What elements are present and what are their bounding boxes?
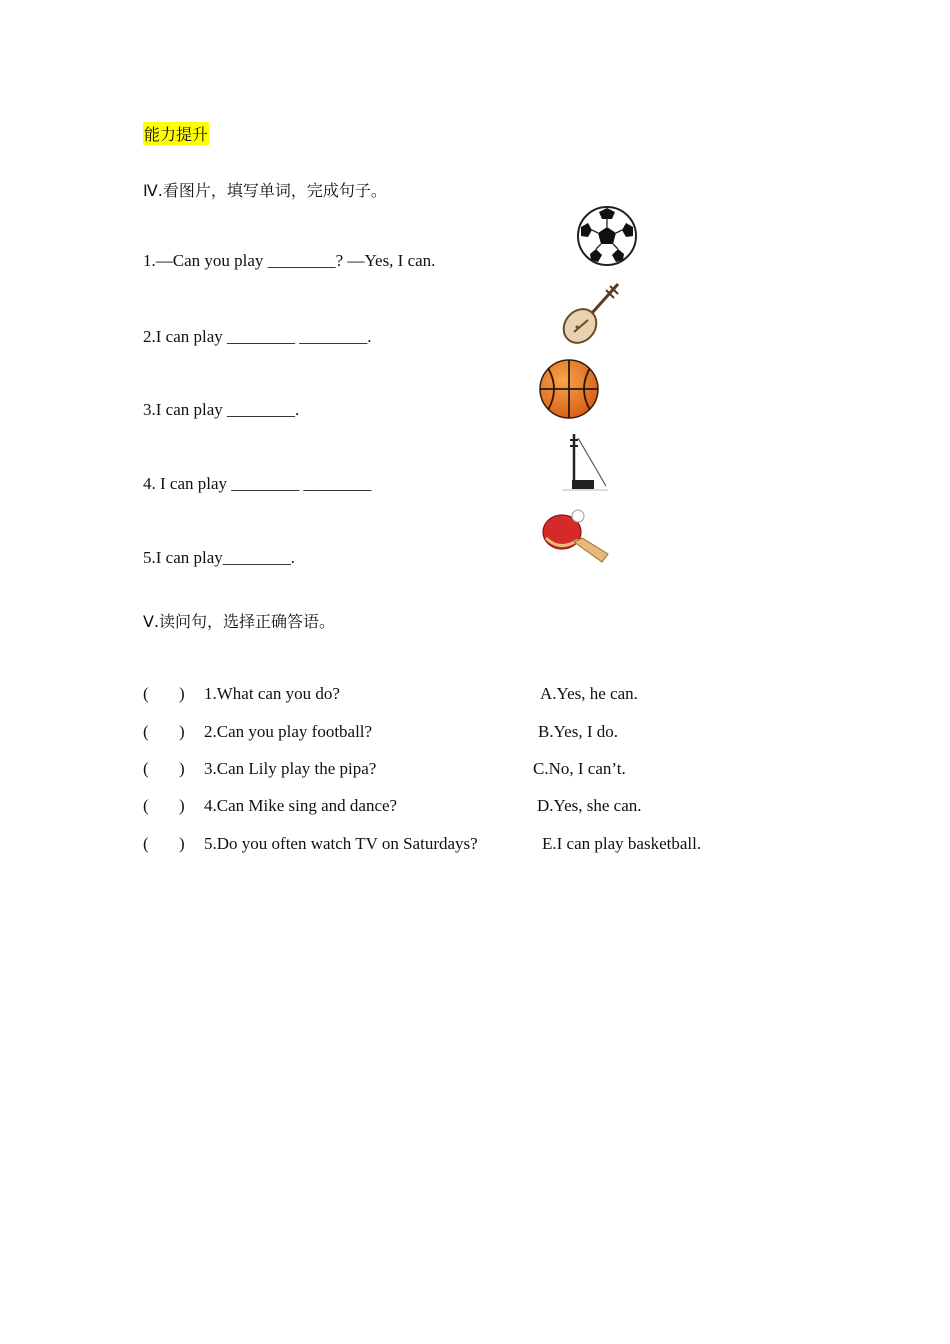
pipa-icon [558, 280, 624, 346]
answer-option-a: A.Yes, he can. [540, 684, 638, 703]
answer-paren-open: ( [143, 759, 149, 778]
fill-in-item-5: 5.I can play________. [143, 548, 296, 567]
answer-paren-close: ) [179, 722, 185, 741]
answer-paren-open: ( [143, 722, 149, 741]
answer-option-b: B.Yes, I do. [538, 722, 618, 741]
answer-option-e: E.I can play basketball. [542, 834, 702, 853]
question-3: 3.Can Lily play the pipa? [204, 759, 377, 778]
section-4-title: Ⅳ.看图片，填写单词，完成句子。 [143, 181, 387, 200]
basketball-icon [538, 358, 600, 420]
ping-pong-icon [540, 508, 614, 566]
section-5-title: Ⅴ.读问句，选择正确答语。 [143, 612, 336, 631]
question-5: 5.Do you often watch TV on Saturdays? [204, 834, 478, 853]
answer-paren-open: ( [143, 684, 149, 703]
question-1: 1.What can you do? [204, 684, 340, 703]
fill-in-item-3: 3.I can play ________. [143, 400, 300, 419]
fill-in-item-2: 2.I can play ________ ________. [143, 327, 372, 346]
section-heading: 能力提升 [143, 122, 209, 145]
answer-paren-open: ( [143, 796, 149, 815]
answer-option-c: C.No, I can’t. [533, 759, 626, 778]
football-icon [576, 205, 638, 267]
answer-paren-close: ) [179, 796, 185, 815]
answer-paren-close: ) [179, 834, 185, 853]
answer-paren-open: ( [143, 834, 149, 853]
answer-paren-close: ) [179, 759, 185, 778]
erhu-icon [560, 432, 610, 494]
question-2: 2.Can you play football? [204, 722, 373, 741]
fill-in-item-4: 4. I can play ________ ________ [143, 474, 372, 493]
question-4: 4.Can Mike sing and dance? [204, 796, 398, 815]
answer-option-d: D.Yes, she can. [537, 796, 642, 815]
answer-paren-close: ) [179, 684, 185, 703]
fill-in-item-1: 1.—Can you play ________? —Yes, I can. [143, 251, 436, 270]
